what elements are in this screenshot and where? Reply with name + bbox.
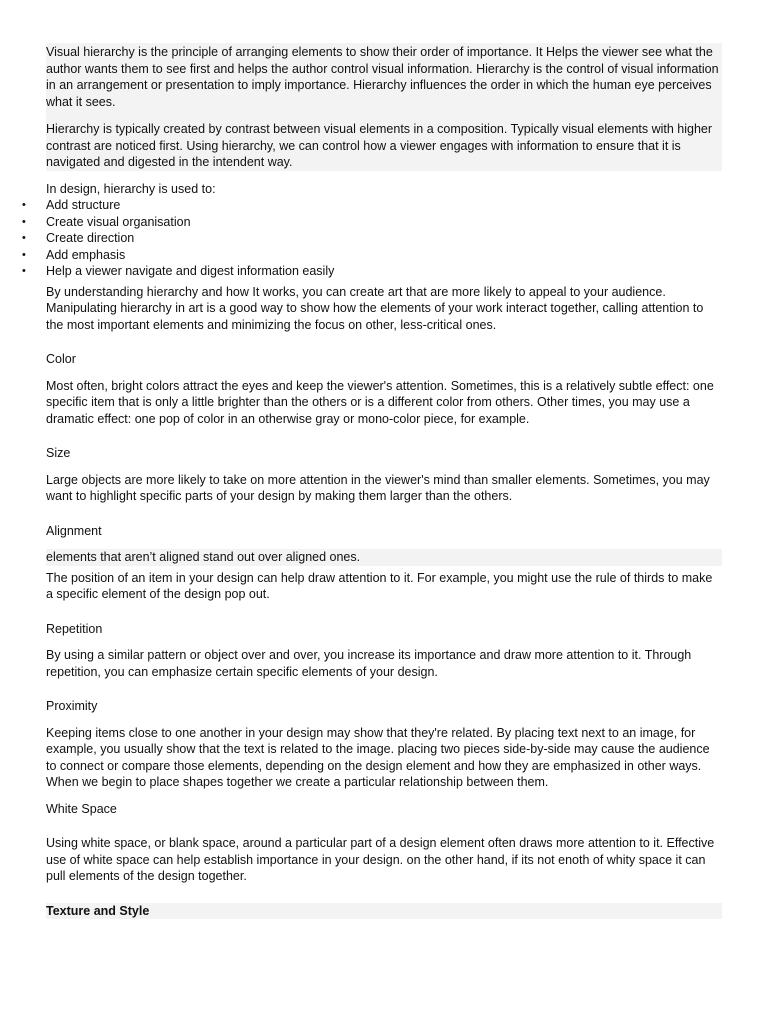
intro-shaded-block xyxy=(46,43,722,171)
list-item: • Help a viewer navigate and digest information easily xyxy=(22,264,335,278)
alignment-note: elements that aren’t aligned stand out over aligned ones. xyxy=(46,549,722,566)
section-heading-size: Size xyxy=(46,446,71,460)
list-item: • Add emphasis xyxy=(22,247,126,262)
list-item: • Create direction xyxy=(22,231,135,245)
intro-paragraph-2: Hierarchy is typically created by contrast between visual elements in a composition. Typically visual elements with higher contrast are noticed first. Using hierarchy, we can control how a viewer engages with information to ensure that it is navigated and digested in the intendent way. xyxy=(46,122,713,169)
section-heading-color: Color xyxy=(46,352,76,366)
bullet-icon: • xyxy=(22,232,26,244)
section-heading-texture-style: Texture and Style xyxy=(46,903,722,920)
list-item: • Create visual organisation xyxy=(22,214,191,229)
section-heading-proximity: Proximity xyxy=(46,699,98,713)
intro-paragraph-1: Visual hierarchy is the principle of arranging elements to show their order of importance. It Helps the viewer see what the author wants them to see first and helps the author control visual information. Hierarchy is the control of visual information in an arrangement or presentation to imply importance. Hierarchy influences the order in which the human eye perceives what it sees. xyxy=(46,45,719,109)
bullet-icon: • xyxy=(22,199,26,211)
section-heading-alignment: Alignment xyxy=(46,523,102,538)
bullet-icon: • xyxy=(22,265,26,277)
bullet-icon: • xyxy=(22,248,26,261)
uses-lead: In design, hierarchy is used to: xyxy=(46,181,216,196)
document-body xyxy=(22,43,722,919)
bullet-icon: • xyxy=(22,215,26,228)
uses-list xyxy=(22,197,722,280)
section-body-proximity: Keeping items close to one another in your design may show that they're related. By placing text next to an image, for example, you usually show that the text is related to the image. placing two pieces side-by-side may cause the audience to connect or compare those elements, depending on the design element and how they are emphasized in other ways. When we begin to place shapes together we create a particular relationship between them. xyxy=(46,725,710,789)
list-item: • Add structure xyxy=(22,198,121,212)
section-heading-repetition: Repetition xyxy=(46,621,103,636)
section-body-color: Most often, bright colors attract the eyes and keep the viewer's attention. Sometimes, this is a relatively subtle effect: one specific item that is only a little brighter than the others or is a different color from others. Other times, you may use a dramatic effect: one pop of color in an otherwise gray or mono-color piece, for example. xyxy=(46,378,714,426)
section-body-repetition: By using a similar pattern or object over and over, you increase its importance and draw more attention to it. Through repetition, you can emphasize certain specific elements of your design. xyxy=(46,648,692,679)
section-body-white-space: Using white space, or blank space, around a particular part of a design element often draws more attention to it. Effective use of white space can help establish importance in your design. on the other hand, if its not enoth of whity space it can pull elements of the design together. xyxy=(46,836,715,883)
section-body-size: Large objects are more likely to take on more attention in the viewer's mind than smaller elements. Sometimes, you may want to highlight specific parts of your design by making them larger than the others. xyxy=(46,472,710,503)
section-body-alignment: The position of an item in your design can help draw attention to it. For example, you might use the rule of thirds to make a specific element of the design pop out. xyxy=(46,570,713,601)
section-heading-white-space: White Space xyxy=(46,801,117,816)
uses-summary: By understanding hierarchy and how It works, you can create art that are more likely to appeal to your audience. Manipulating hierarchy in art is a good way to show how the elements of your work interact together, calling attention to the most important elements and minimizing the focus on other, less-critical ones. xyxy=(46,284,704,332)
